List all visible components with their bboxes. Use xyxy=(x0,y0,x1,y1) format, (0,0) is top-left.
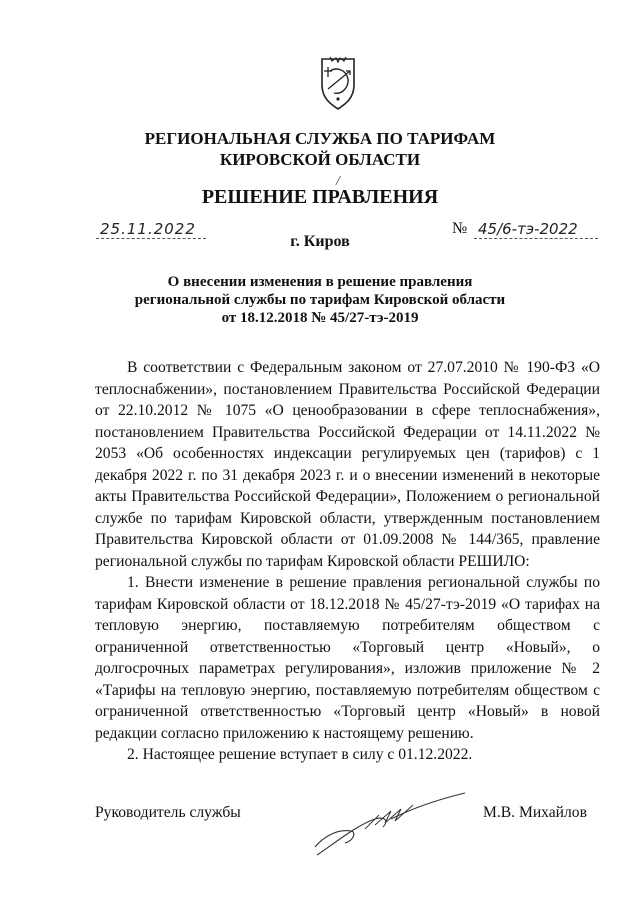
signatory-name: М.В. Михайлов xyxy=(483,804,587,821)
document-type-title: РЕШЕНИЕ ПРАВЛЕНИЯ xyxy=(201,186,439,208)
document-subject xyxy=(0,273,640,327)
number-sign: № xyxy=(452,220,468,237)
preamble-paragraph: В соответствии с Федеральным законом от 27.07.2010 № 190-ФЗ «О теплоснабжении», постановлением Правительства Российской Федерации от 22.10.2012 № 1075 «О ценообразовании в сфере теплоснабжения», постановлением Правительства Российской Федерации от 14.11.2022 № 2053 «Об особенностях индексации регулируемых цен (тарифов) с 1 декабря 2022 г. по 31 декабря 2023 г. и о внесении изменений в некоторые акты Правительства Российской Федерации», Положением о региональной службе по тарифам Кировской области, утвержденным постановлением Правительства Кировской области от 01.09.2008 № 144/365, правление региональной службы по тарифам Кировской области РЕШИЛО: xyxy=(95,359,600,570)
item-2-paragraph: 2. Настоящее решение вступает в силу с 01.12.2022. xyxy=(127,746,473,763)
handwritten-mark: / xyxy=(336,174,340,189)
subject-line2: региональной службы по тарифам Кировской области xyxy=(134,292,506,308)
document-date: 25.11.2022 xyxy=(100,220,196,238)
city-name: г. Киров xyxy=(290,233,350,250)
subject-line3: от 18.12.2018 № 45/27-тэ-2019 xyxy=(221,310,419,326)
organization-name-line2: КИРОВСКОЙ ОБЛАСТИ xyxy=(219,150,421,169)
organization-name-line1: РЕГИОНАЛЬНАЯ СЛУЖБА ПО ТАРИФАМ xyxy=(144,129,496,148)
signatory-role: Руководитель службы xyxy=(95,804,241,821)
item-1-paragraph: 1. Внести изменение в решение правления региональной службы по тарифам Кировской области от 18.12.2018 № 45/27-тэ-2019 «О тарифах на тепловую энергию, поставляемую потребителям обществом с ограниченной ответственностью «Торговый центр «Новый», о долгосрочных параметрах регулирования», изложив приложение № 2 «Тарифы на тепловую энергию, поставляемую потребителям обществом с ограниченной ответственностью «Торговый центр «Новый» в новой редакции согласно приложению к настоящему решению. xyxy=(95,574,600,742)
subject-line1: О внесении изменения в решение правления xyxy=(167,274,473,290)
document-number: 45/6-тэ-2022 xyxy=(478,220,578,238)
kirov-coat-of-arms-icon xyxy=(316,55,360,111)
document-body xyxy=(95,357,600,766)
handwritten-signature xyxy=(305,785,475,865)
